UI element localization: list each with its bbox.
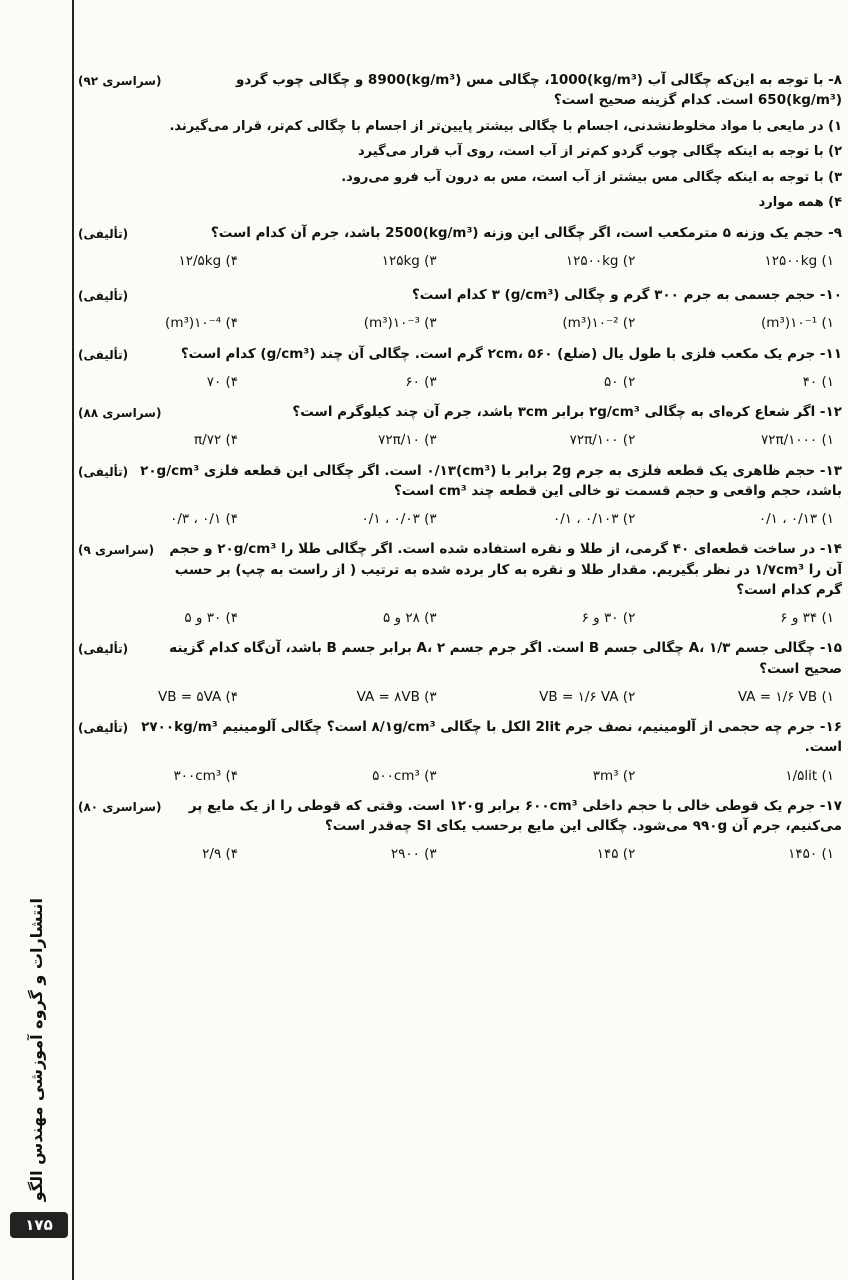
options-row (118, 687, 834, 707)
question-text: ۱۴- در ساخت قطعه‌ای ۴۰ گرمی، از طلا و نقره استفاده شده است. اگر چگالی طلا را ۲۰g/cm³ و حجم آن را ۱/۷cm³ در نظر بگیریم. مقدار طلا و نقره به کار برده شده به ترتیب ( از راست به چپ) بر حسب گرم کدام است؟ (169, 541, 842, 598)
question-14 (78, 539, 842, 628)
question-text: ۱۳- حجم ظاهری یک قطعه فلزی به جرم 2g برابر با (cm³)۰/۱۳ است. اگر چگالی این قطعه فلزی ۲۰g/cm³ باشد، حجم واقعی و حجم قسمت تو خالی این قطعه چند cm³ است؟ (140, 462, 842, 499)
option-4[interactable]: ۴) همه موارد (758, 195, 842, 210)
option-1[interactable]: ۱) ۷۲π/۱۰۰۰ (760, 432, 834, 449)
option-3[interactable]: ۳) ۲۹۰۰ (390, 846, 437, 863)
page-sidebar (0, 0, 74, 1280)
option-1[interactable]: ۱) ۴۰ (802, 373, 834, 390)
option-2[interactable]: ۲) ۱۲۵۰۰kg (565, 252, 636, 269)
question-source: (تألیفی) (78, 464, 129, 479)
option-4[interactable]: ۴) VB = ۵VA (157, 688, 239, 705)
question-text: ۱۰- حجم جسمی به جرم ۳۰۰ گرم و چگالی (g/cm³) ۳ کدام است؟ (411, 287, 842, 303)
question-text: ۱۱- جرم یک مکعب فلزی با طول یال (ضلع) ۲cm، ۵۶۰ گرم است. چگالی آن چند (g/cm³) کدام است؟ (180, 345, 842, 362)
questions-column (78, 70, 842, 1200)
options-row (118, 844, 834, 864)
question-16 (78, 717, 842, 786)
option-2[interactable]: ۲) ۱۴۵ (596, 846, 636, 863)
question-13 (78, 461, 842, 530)
option-1[interactable]: ۱) ۰/۱۳ ، ۰/۱ (758, 511, 834, 527)
options-row (118, 608, 834, 628)
option-2[interactable]: ۲) ۰/۱۰۳ ، ۰/۱ (552, 511, 636, 527)
question-source: (تألیفی) (78, 347, 129, 362)
publisher-name: انتشارات و گروه آموزشی مهندس الگو (26, 898, 46, 1202)
options-row (118, 509, 834, 529)
option-2[interactable]: ۲) ۵۰ (604, 373, 636, 390)
question-text: ۱۲- اگر شعاع کره‌ای به چگالی ۲g/cm³ برابر ۳cm باشد، جرم آن چند کیلوگرم است؟ (292, 404, 842, 420)
option-3[interactable]: ۳) VA = ۸VB (356, 688, 437, 705)
option-1[interactable]: ۱) ۳۴ و ۶ (780, 610, 834, 626)
option-3[interactable]: ۳) ۱۰⁻³(m³) (363, 315, 437, 332)
question-17 (78, 796, 842, 865)
option-2[interactable]: ۲) ۱۰⁻²(m³) (562, 315, 636, 332)
question-source: (تألیفی) (78, 289, 129, 303)
option-2[interactable]: ۲) ۳۰ و ۶ (581, 610, 636, 626)
options-row (118, 372, 834, 392)
question-8 (78, 70, 842, 213)
question-text: ۱۷- جرم یک قوطی خالی با حجم داخلی ۶۰۰cm³ برابر ۱۲۰g است. وقتی که قوطی را از یک مایع پر می‌کنیم، جرم آن ۹۹۰g می‌شود. چگالی این مایع برحسب یکای SI چه‌قدر است؟ (188, 797, 842, 834)
option-3[interactable]: ۳) ۲۸ و ۵ (382, 610, 437, 626)
option-3[interactable]: ۳) ۶۰ (405, 373, 437, 390)
option-2[interactable]: ۲) با توجه به اینکه چگالی چوب گردو کم‌تر از آب است، روی آب قرار می‌گیرد (358, 144, 842, 159)
option-4[interactable]: ۴) ۳۰ و ۵ (184, 610, 239, 626)
option-4[interactable]: ۴) ۰/۱ ، ۰/۳ (170, 511, 239, 527)
question-source: (سراسری ۸۸) (78, 406, 162, 420)
option-2[interactable]: ۲) ۷۲π/۱۰۰ (569, 432, 636, 449)
question-source: (سراسری ۹) (78, 543, 155, 558)
question-source: (سراسری ۸۰) (78, 799, 162, 814)
option-1[interactable]: ۱) ۱۴۵۰ (788, 846, 834, 863)
publisher-banner (8, 900, 64, 1200)
options-row (118, 766, 834, 786)
question-9 (78, 223, 842, 272)
question-15 (78, 638, 842, 707)
option-4[interactable]: ۴) ۳۰۰cm³ (173, 767, 239, 784)
question-text: ۱۵- چگالی جسم A، ۱/۳ چگالی جسم B است. اگر جرم جسم A، ۲ برابر جسم B باشد، آن‌گاه کدام گزینه صحیح است؟ (169, 640, 842, 677)
page-number: ۱۷۵ (10, 1212, 68, 1238)
option-1[interactable]: ۱) VA = ۱/۶ VB (737, 688, 834, 705)
options-row (118, 251, 834, 271)
question-source: (تألیفی) (78, 226, 129, 241)
option-1[interactable]: ۱) ۱/۵lit (785, 767, 834, 784)
option-3[interactable]: ۳) ۵۰۰cm³ (372, 767, 437, 784)
question-text: ۹- حجم یک وزنه ۵ مترمکعب است، اگر چگالی این وزنه (kg/m³)2500 باشد، جرم آن کدام است؟ (210, 224, 842, 241)
options-row (118, 313, 834, 333)
option-3[interactable]: ۳) ۷۲π/۱۰ (378, 432, 437, 449)
question-source: (تألیفی) (78, 642, 129, 657)
option-3[interactable]: ۳) ۰/۰۳ ، ۰/۱ (361, 511, 437, 527)
question-source: (سراسری ۹۲) (78, 74, 162, 88)
option-4[interactable]: ۴) ۷۲/π (193, 432, 239, 449)
question-12 (78, 402, 842, 451)
option-1[interactable]: ۱) در مایعی با مواد مخلوط‌نشدنی، اجسام با چگالی بیشتر پایین‌تر از اجسام با چگالی کم‌تر، قرار می‌گیرند. (169, 118, 842, 134)
option-2[interactable]: ۲) ۳m³ (592, 767, 636, 784)
option-1[interactable]: ۱) ۱۰⁻¹(m³) (761, 315, 834, 332)
option-2[interactable]: ۲) VB = ۱/۶ VA (539, 688, 636, 705)
question-text: ۱۶- جرم چه حجمی از آلومینیم، نصف جرم 2lit الکل با چگالی ۸/۱g/cm³ است؟ چگالی آلومینیم ۲۷۰۰kg/m³ است. (141, 719, 842, 756)
question-10 (78, 285, 842, 334)
option-4[interactable]: ۴) ۲/۹ (202, 846, 239, 863)
question-text: ۸- با توجه به این‌که چگالی آب (kg/m³)1000، چگالی مس (kg/m³)8900 و چگالی چوب گردو (kg/m³)650 است. کدام گزینه صحیح است؟ (236, 72, 842, 109)
option-4[interactable]: ۴) ۱۰⁻⁴(m³) (165, 315, 239, 332)
option-3[interactable]: ۳) ۱۲۵kg (381, 252, 437, 269)
option-4[interactable]: ۴) ۷۰ (206, 373, 239, 390)
options-row (118, 430, 834, 450)
options-list (78, 117, 842, 213)
question-source: (تألیفی) (78, 721, 129, 735)
option-4[interactable]: ۴) ۱۲/۵kg (178, 252, 239, 269)
option-3[interactable]: ۳) با توجه به اینکه چگالی مس بیشتر از آب است، مس به درون آب فرو می‌رود. (341, 169, 842, 185)
question-11 (78, 344, 842, 393)
option-1[interactable]: ۱) ۱۲۵۰۰kg (764, 252, 834, 269)
